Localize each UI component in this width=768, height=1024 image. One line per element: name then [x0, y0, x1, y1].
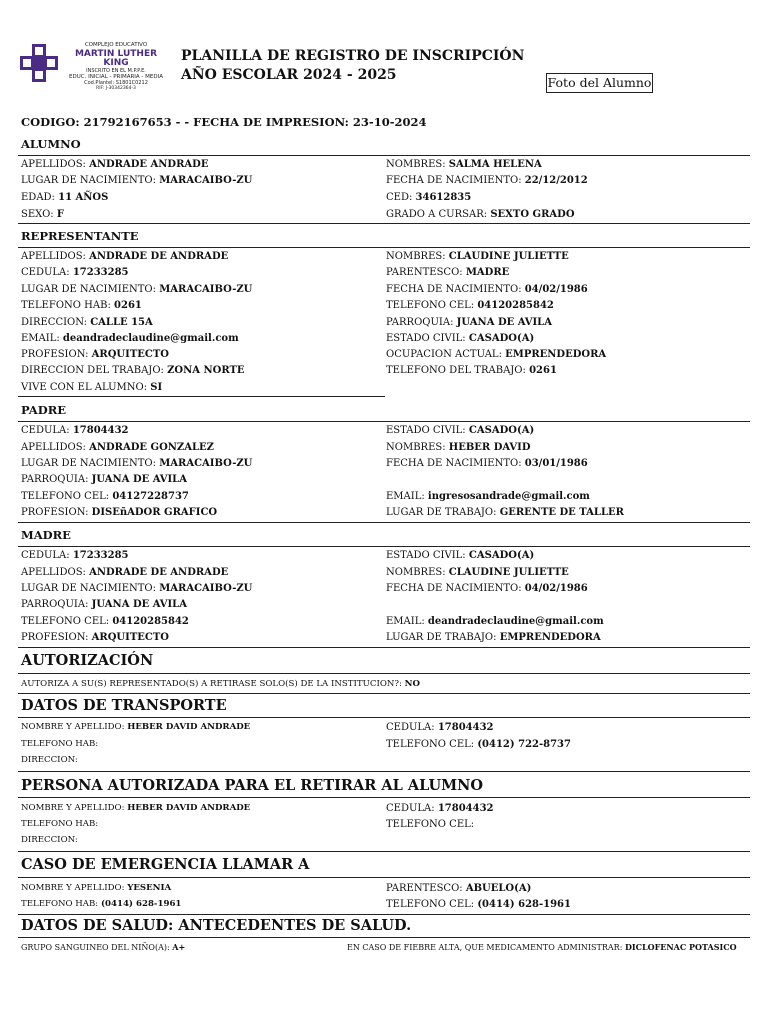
field-value: EMPRENDEDORA [499, 632, 601, 643]
divider [18, 937, 750, 938]
field-nombre-apellido [21, 721, 250, 734]
field-cedula [21, 266, 129, 279]
field-label: TELEFONO CEL: [386, 899, 475, 910]
field-value: ANDRADE DE ANDRADE [89, 567, 229, 578]
field-value: MARACAIBO-ZU [159, 458, 253, 469]
field-telefono-cel [21, 615, 189, 628]
divider [18, 914, 750, 915]
field-cedula [21, 424, 129, 437]
divider [18, 797, 750, 798]
field-grupo-sanguineo [21, 941, 185, 954]
field-value: 04/02/1986 [524, 284, 588, 295]
field-label: PARENTESCO: [386, 883, 463, 894]
field-label: SEXO: [21, 209, 54, 220]
divider [18, 247, 750, 248]
field-value: EMPRENDEDORA [505, 349, 607, 360]
field-value: 04120285842 [477, 300, 554, 311]
field-value: GERENTE DE TALLER [499, 507, 624, 518]
field-apellidos [21, 250, 228, 263]
field-label: OCUPACION ACTUAL: [386, 349, 502, 360]
field-ocupacion [386, 348, 606, 361]
section-madre-heading: MADRE [21, 528, 71, 542]
field-vive-con-alumno [21, 381, 162, 394]
field-lugar-nacimiento [21, 174, 252, 187]
field-value: A+ [172, 942, 186, 952]
field-label: LUGAR DE NACIMIENTO: [21, 284, 156, 295]
field-parroquia [21, 598, 187, 611]
field-telefono-cel [386, 738, 571, 751]
field-cedula [386, 802, 494, 815]
field-label: LUGAR DE TRABAJO: [386, 507, 497, 518]
field-value: CASADO(A) [468, 333, 535, 344]
field-value: 0261 [114, 300, 142, 311]
field-direccion [21, 754, 78, 767]
field-value: JUANA DE AVILA [456, 317, 552, 328]
field-telefono-hab [21, 818, 98, 831]
field-label: APELLIDOS: [21, 159, 86, 170]
field-label: DIRECCION: [21, 835, 78, 845]
field-cedula [21, 549, 129, 562]
field-value: SALMA HELENA [448, 159, 542, 170]
field-sexo [21, 208, 64, 221]
field-label: NOMBRE Y APELLIDO: [21, 803, 125, 813]
field-lugar-trabajo [386, 631, 601, 644]
field-label: APELLIDOS: [21, 567, 86, 578]
field-value: deandradeclaudine@gmail.com [62, 333, 239, 344]
field-label: EDAD: [21, 192, 55, 203]
field-value: CALLE 15A [90, 317, 153, 328]
field-label: PARROQUIA: [386, 317, 454, 328]
field-value: ANDRADE DE ANDRADE [89, 251, 229, 262]
logo-name1: COMPLEJO EDUCATIVO [84, 42, 148, 48]
field-label: LUGAR DE NACIMIENTO: [21, 583, 156, 594]
divider [18, 771, 750, 772]
field-label: TELEFONO HAB: [21, 819, 99, 829]
field-label: EMAIL: [21, 333, 60, 344]
field-telefono-cel [386, 818, 474, 831]
field-parroquia [21, 473, 187, 486]
field-profesion [21, 506, 217, 519]
field-cedula [386, 721, 494, 734]
field-label: TELEFONO HAB: [21, 899, 99, 909]
section-padre-heading: PADRE [21, 403, 67, 417]
field-value: (0414) 628-1961 [477, 899, 571, 910]
field-value: (0414) 628-1961 [100, 899, 182, 909]
field-label: EMAIL: [386, 491, 425, 502]
divider [18, 522, 750, 523]
field-value: 04120285842 [112, 616, 189, 627]
school-logo [18, 42, 168, 92]
divider [18, 421, 750, 422]
field-profesion [21, 348, 169, 361]
field-label: FECHA DE NACIMIENTO: [386, 175, 522, 186]
field-label: LUGAR DE NACIMIENTO: [21, 458, 156, 469]
divider [18, 223, 750, 224]
field-value: HEBER DAVID ANDRADE [127, 722, 251, 732]
field-value: 17233285 [72, 550, 129, 561]
field-label: TELEFONO CEL: [386, 300, 475, 311]
field-label: DIRECCION: [21, 317, 88, 328]
field-label: TELEFONO HAB: [21, 739, 99, 749]
field-value: ANDRADE GONZALEZ [89, 442, 214, 453]
field-estado-civil [386, 424, 534, 437]
field-email [386, 490, 590, 503]
field-value: 03/01/1986 [524, 458, 588, 469]
field-label: APELLIDOS: [21, 442, 86, 453]
field-telefono-trabajo [386, 364, 557, 377]
logo-line2: EDUC. INICIAL - PRIMARIA - MEDIA [69, 73, 163, 80]
divider [18, 396, 385, 397]
divider [18, 693, 750, 694]
field-telefono-cel [21, 490, 189, 503]
field-value: MARACAIBO-ZU [159, 175, 253, 186]
field-value: YESENIA [127, 883, 172, 893]
field-direccion [21, 316, 153, 329]
field-label: FECHA DE NACIMIENTO: [386, 458, 522, 469]
field-value: CLAUDINE JULIETTE [448, 251, 569, 262]
field-value: (0412) 722-8737 [477, 739, 571, 750]
field-value: ARQUITECTO [91, 349, 170, 360]
field-label: EMAIL: [386, 616, 425, 627]
field-label: TELEFONO CEL: [386, 739, 475, 750]
field-value: 17804432 [437, 722, 494, 733]
field-label: PARROQUIA: [21, 474, 89, 485]
field-lugar-trabajo [386, 506, 624, 519]
document-title: PLANILLA DE REGISTRO DE INSCRIPCIÓN [181, 48, 525, 64]
photo-placeholder: Foto del Alumno [546, 73, 653, 93]
field-label: TELEFONO HAB: [21, 300, 111, 311]
field-fecha-nacimiento [386, 283, 588, 296]
field-value: SEXTO GRADO [490, 209, 575, 220]
field-fecha-nacimiento [386, 174, 588, 187]
field-fecha-nacimiento [386, 582, 588, 595]
section-persona-autorizada-heading: PERSONA AUTORIZADA PARA EL RETIRAR AL ALUMNO [21, 777, 484, 794]
field-nombres [386, 566, 569, 579]
field-direccion-trabajo [21, 364, 245, 377]
field-value: ingresosandrade@gmail.com [427, 491, 590, 502]
section-representante-heading: REPRESENTANTE [21, 229, 139, 243]
field-value: CASADO(A) [468, 425, 535, 436]
field-apellidos [21, 158, 208, 171]
field-value: DICLOFENAC POTASICO [624, 942, 737, 952]
field-label: PROFESION: [21, 632, 89, 643]
field-nombres [386, 250, 569, 263]
field-label: ESTADO CIVIL: [386, 550, 466, 561]
logo-line1: INSCRITO EN EL M.P.P.E. [86, 67, 146, 74]
field-label: DIRECCION: [21, 755, 78, 765]
field-value: ARQUITECTO [91, 632, 170, 643]
field-value: 11 AÑOS [58, 192, 109, 203]
field-parentesco [386, 266, 509, 279]
field-label: NOMBRES: [386, 159, 446, 170]
field-label: CEDULA: [386, 803, 435, 814]
field-estado-civil [386, 332, 534, 345]
logo-line3: Cod.Plantel: S1801C0212 [84, 80, 148, 86]
field-value: NO [404, 679, 421, 689]
field-value: MARACAIBO-ZU [159, 284, 253, 295]
divider [18, 717, 750, 718]
field-telefono-cel [386, 898, 571, 911]
field-label: NOMBRES: [386, 442, 446, 453]
logo-name2: MARTIN LUTHER KING [74, 48, 158, 68]
logo-line4: RIF: J-30342364-3 [96, 86, 136, 91]
field-label: CED: [386, 192, 413, 203]
field-label: TELEFONO CEL: [386, 819, 475, 830]
field-value: 04127228737 [112, 491, 189, 502]
divider [18, 546, 750, 547]
field-label: APELLIDOS: [21, 251, 86, 262]
divider [18, 155, 750, 156]
field-label: EN CASO DE FIEBRE ALTA, QUE MEDICAMENTO ADMINISTRAR: [347, 943, 623, 952]
field-value: ABUELO(A) [465, 883, 532, 894]
field-nombre-apellido [21, 802, 250, 815]
divider [18, 851, 750, 852]
field-value: 04/02/1986 [524, 583, 588, 594]
field-edad [21, 191, 108, 204]
field-label: DIRECCION DEL TRABAJO: [21, 365, 164, 376]
field-value: SI [150, 382, 163, 393]
field-nombre-apellido [21, 882, 171, 895]
field-value: 34612835 [415, 192, 472, 203]
divider [18, 673, 750, 674]
field-label: NOMBRES: [386, 567, 446, 578]
field-lugar-nacimiento [21, 582, 252, 595]
field-lugar-nacimiento [21, 283, 252, 296]
field-email [21, 332, 239, 345]
field-autoriza-retiro [21, 678, 420, 691]
field-label: GRUPO SANGUINEO DEL NIÑO(A): [21, 943, 170, 952]
field-telefono-hab [21, 898, 181, 911]
section-salud-heading: DATOS DE SALUD: ANTECEDENTES DE SALUD. [21, 917, 412, 934]
field-value: DISEñADOR GRAFICO [91, 507, 218, 518]
field-grado [386, 208, 575, 221]
field-value: 17804432 [437, 803, 494, 814]
field-value: CASADO(A) [468, 550, 535, 561]
field-label: PROFESION: [21, 507, 89, 518]
section-transporte-heading: DATOS DE TRANSPORTE [21, 697, 227, 714]
field-label: AUTORIZA A SU(S) REPRESENTADO(S) A RETIRASE SOLO(S) DE LA INSTITUCION?: [21, 679, 402, 689]
field-profesion [21, 631, 169, 644]
field-nombres [386, 158, 542, 171]
field-label: GRADO A CURSAR: [386, 209, 488, 220]
field-value: F [56, 209, 64, 220]
field-value: JUANA DE AVILA [91, 474, 187, 485]
field-value: 0261 [529, 365, 557, 376]
field-label: CEDULA: [21, 425, 70, 436]
field-value: 17804432 [72, 425, 129, 436]
field-parroquia [386, 316, 552, 329]
field-label: ESTADO CIVIL: [386, 333, 466, 344]
field-lugar-nacimiento [21, 457, 252, 470]
field-label: PROFESION: [21, 349, 89, 360]
field-cedula [386, 191, 471, 204]
field-email [386, 615, 604, 628]
field-nombres [386, 441, 531, 454]
field-fecha-nacimiento [386, 457, 588, 470]
field-label: ESTADO CIVIL: [386, 425, 466, 436]
field-label: CEDULA: [21, 267, 70, 278]
field-label: FECHA DE NACIMIENTO: [386, 583, 522, 594]
field-value: ANDRADE ANDRADE [89, 159, 209, 170]
field-value: deandradeclaudine@gmail.com [427, 616, 604, 627]
field-label: CEDULA: [21, 550, 70, 561]
field-label: NOMBRES: [386, 251, 446, 262]
field-label: CEDULA: [386, 722, 435, 733]
field-medicamento-fiebre [347, 941, 737, 954]
school-year: AÑO ESCOLAR 2024 - 2025 [181, 67, 397, 83]
field-label: FECHA DE NACIMIENTO: [386, 284, 522, 295]
field-value: ZONA NORTE [167, 365, 245, 376]
field-label: NOMBRE Y APELLIDO: [21, 722, 125, 732]
field-label: TELEFONO CEL: [21, 616, 110, 627]
divider [18, 647, 750, 648]
field-value: MADRE [465, 267, 510, 278]
field-value: JUANA DE AVILA [91, 599, 187, 610]
field-estado-civil [386, 549, 534, 562]
field-telefono-cel [386, 299, 554, 312]
field-label: PARENTESCO: [386, 267, 463, 278]
field-apellidos [21, 441, 214, 454]
section-emergencia-heading: CASO DE EMERGENCIA LLAMAR A [21, 856, 310, 873]
field-label: LUGAR DE TRABAJO: [386, 632, 497, 643]
field-value: CLAUDINE JULIETTE [448, 567, 569, 578]
field-apellidos [21, 566, 228, 579]
field-value: 17233285 [72, 267, 129, 278]
field-value: 22/12/2012 [524, 175, 588, 186]
field-label: TELEFONO DEL TRABAJO: [386, 365, 526, 376]
field-value: HEBER DAVID [448, 442, 531, 453]
divider [18, 877, 750, 878]
section-autorizacion-heading: AUTORIZACIÓN [21, 652, 154, 669]
field-telefono-hab [21, 299, 142, 312]
field-label: PARROQUIA: [21, 599, 89, 610]
field-label: NOMBRE Y APELLIDO: [21, 883, 125, 893]
field-label: TELEFONO CEL: [21, 491, 110, 502]
code-and-print-date: CODIGO: 21792167653 - - FECHA DE IMPRESION: 23-10-2024 [21, 115, 427, 129]
field-parentesco [386, 882, 531, 895]
section-alumno-heading: ALUMNO [21, 137, 81, 151]
field-label: VIVE CON EL ALUMNO: [21, 382, 148, 393]
field-telefono-hab [21, 738, 98, 751]
field-value: HEBER DAVID ANDRADE [127, 803, 251, 813]
field-label: LUGAR DE NACIMIENTO: [21, 175, 156, 186]
field-value: MARACAIBO-ZU [159, 583, 253, 594]
field-direccion [21, 834, 78, 847]
